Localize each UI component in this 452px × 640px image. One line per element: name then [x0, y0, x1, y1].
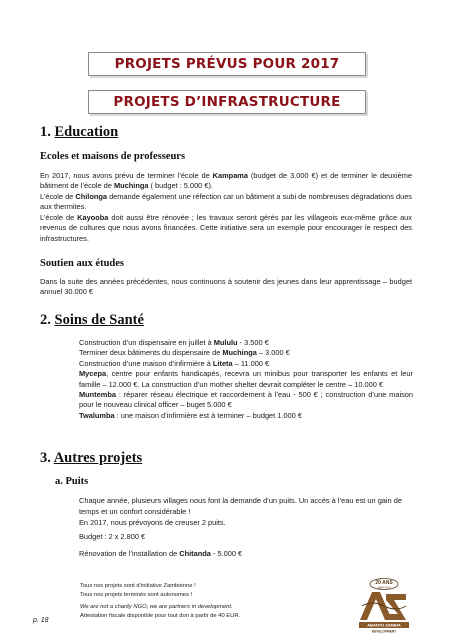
- list-item: Construction d’un dispensaire en juillet à Mululu - 3.500 €: [79, 338, 269, 347]
- list-item: Muntemba : réparer réseau électrique et raccordement à l’eau - 500 € ; construction d’une maison pour le nouveau clinical officer – buget 5.000 €: [79, 390, 413, 410]
- renovation-chitanda: Rénovation de l’installation de Chitanda - 5.000 €: [79, 549, 243, 558]
- puits-line: Chaque année, plusieurs villages nous font la demande d’un puits. Un accès à l’eau est un gain de temps et un confort considérable !: [79, 496, 402, 516]
- sante-list: [79, 338, 413, 421]
- footer-line: Tous nos projets terminés sont autonomes !: [80, 592, 193, 598]
- paragraph-kayooba: L’école de Kayooba doit aussi être rénovée ; les travaux seront gérés par les villageois eux-même grâce aux revenus de cultures que nous avons financées. Cette initiative sera un exemple pour encourager le respect des infrastructures.: [40, 213, 412, 243]
- footer-line: We are not a charity NGO, we are partners in development.: [80, 604, 233, 610]
- puits-text: [79, 496, 413, 528]
- section-education-heading: [40, 124, 118, 141]
- paragraph-kampama: En 2017, nous avons prévu de terminer l’école de Kampama (budget de 3.000 €) et de terminer le deuxième bâtiment de l’école de Muchinga ( budget : 5.000 €).: [40, 171, 413, 191]
- list-item: Terminer deux bâtiments du dispensaire de Muchinga – 3.000 €: [79, 348, 290, 358]
- section-title: Autres projets: [53, 450, 143, 466]
- page-number: p. 18: [33, 617, 49, 624]
- section-title: Education: [54, 124, 119, 140]
- list-item: Mycepa, centre pour enfants handicapés, recevra un minibus pour transporter les enfants et leur famille – 12.000 €. La construction d’un mother shelter devrait compléter le centre – 10.000 €: [79, 369, 413, 389]
- puits-line: En 2017, nous prévoyons de creuser 2 puits.: [79, 517, 226, 527]
- subheading-puits: a. Puits: [55, 476, 89, 487]
- section-number: 3.: [40, 450, 51, 466]
- subheading-ecoles: Ecoles et maisons de professeurs: [40, 151, 186, 162]
- logo-range: 1994-2014: [377, 585, 391, 590]
- footer: [80, 582, 240, 621]
- abantu-zambia-logo: [356, 576, 412, 634]
- section-number: 2.: [40, 312, 51, 328]
- paragraph-chilonga: L’école de Chilonga demande également une réfection car un bâtiment a subi de nombreuses dégradations dues aux thermites.: [40, 192, 413, 212]
- section-number: 1.: [40, 124, 51, 140]
- footer-line: Attestation fiscale disponible pour tout don à partir de 40 EUR.: [80, 613, 241, 619]
- section-autres-heading: [40, 450, 142, 467]
- logo-name: ABANTU ZAMBIA: [367, 622, 401, 628]
- section-title: Soins de Santé: [54, 312, 144, 328]
- main-title: PROJETS PRÉVUS POUR 2017: [88, 52, 366, 76]
- subtitle: PROJETS D’INFRASTRUCTURE: [88, 90, 366, 114]
- paragraph-soutien: Dans la suite des années précédentes, nous continuons à soutenir des jeunes dans leur apprentissage – budget annuel 30.000 €: [40, 277, 412, 297]
- puits-budget: Budget : 2 x 2.800 €: [79, 532, 146, 541]
- logo-years: 20 ANS: [375, 580, 393, 586]
- subheading-soutien: Soutien aux études: [40, 258, 125, 269]
- list-item: Construction d’une maison d’infirmière à Liteta – 11.000 €: [79, 358, 270, 368]
- footer-line: Tous nos projets sont d’initiative Zambienne !: [80, 583, 196, 589]
- list-item: Twalumba : une maison d’infirmière est à terminer – budget 1.000 €: [79, 410, 302, 420]
- section-sante-heading: [40, 312, 144, 329]
- logo-tag: DEVELOPMENT: [371, 629, 397, 634]
